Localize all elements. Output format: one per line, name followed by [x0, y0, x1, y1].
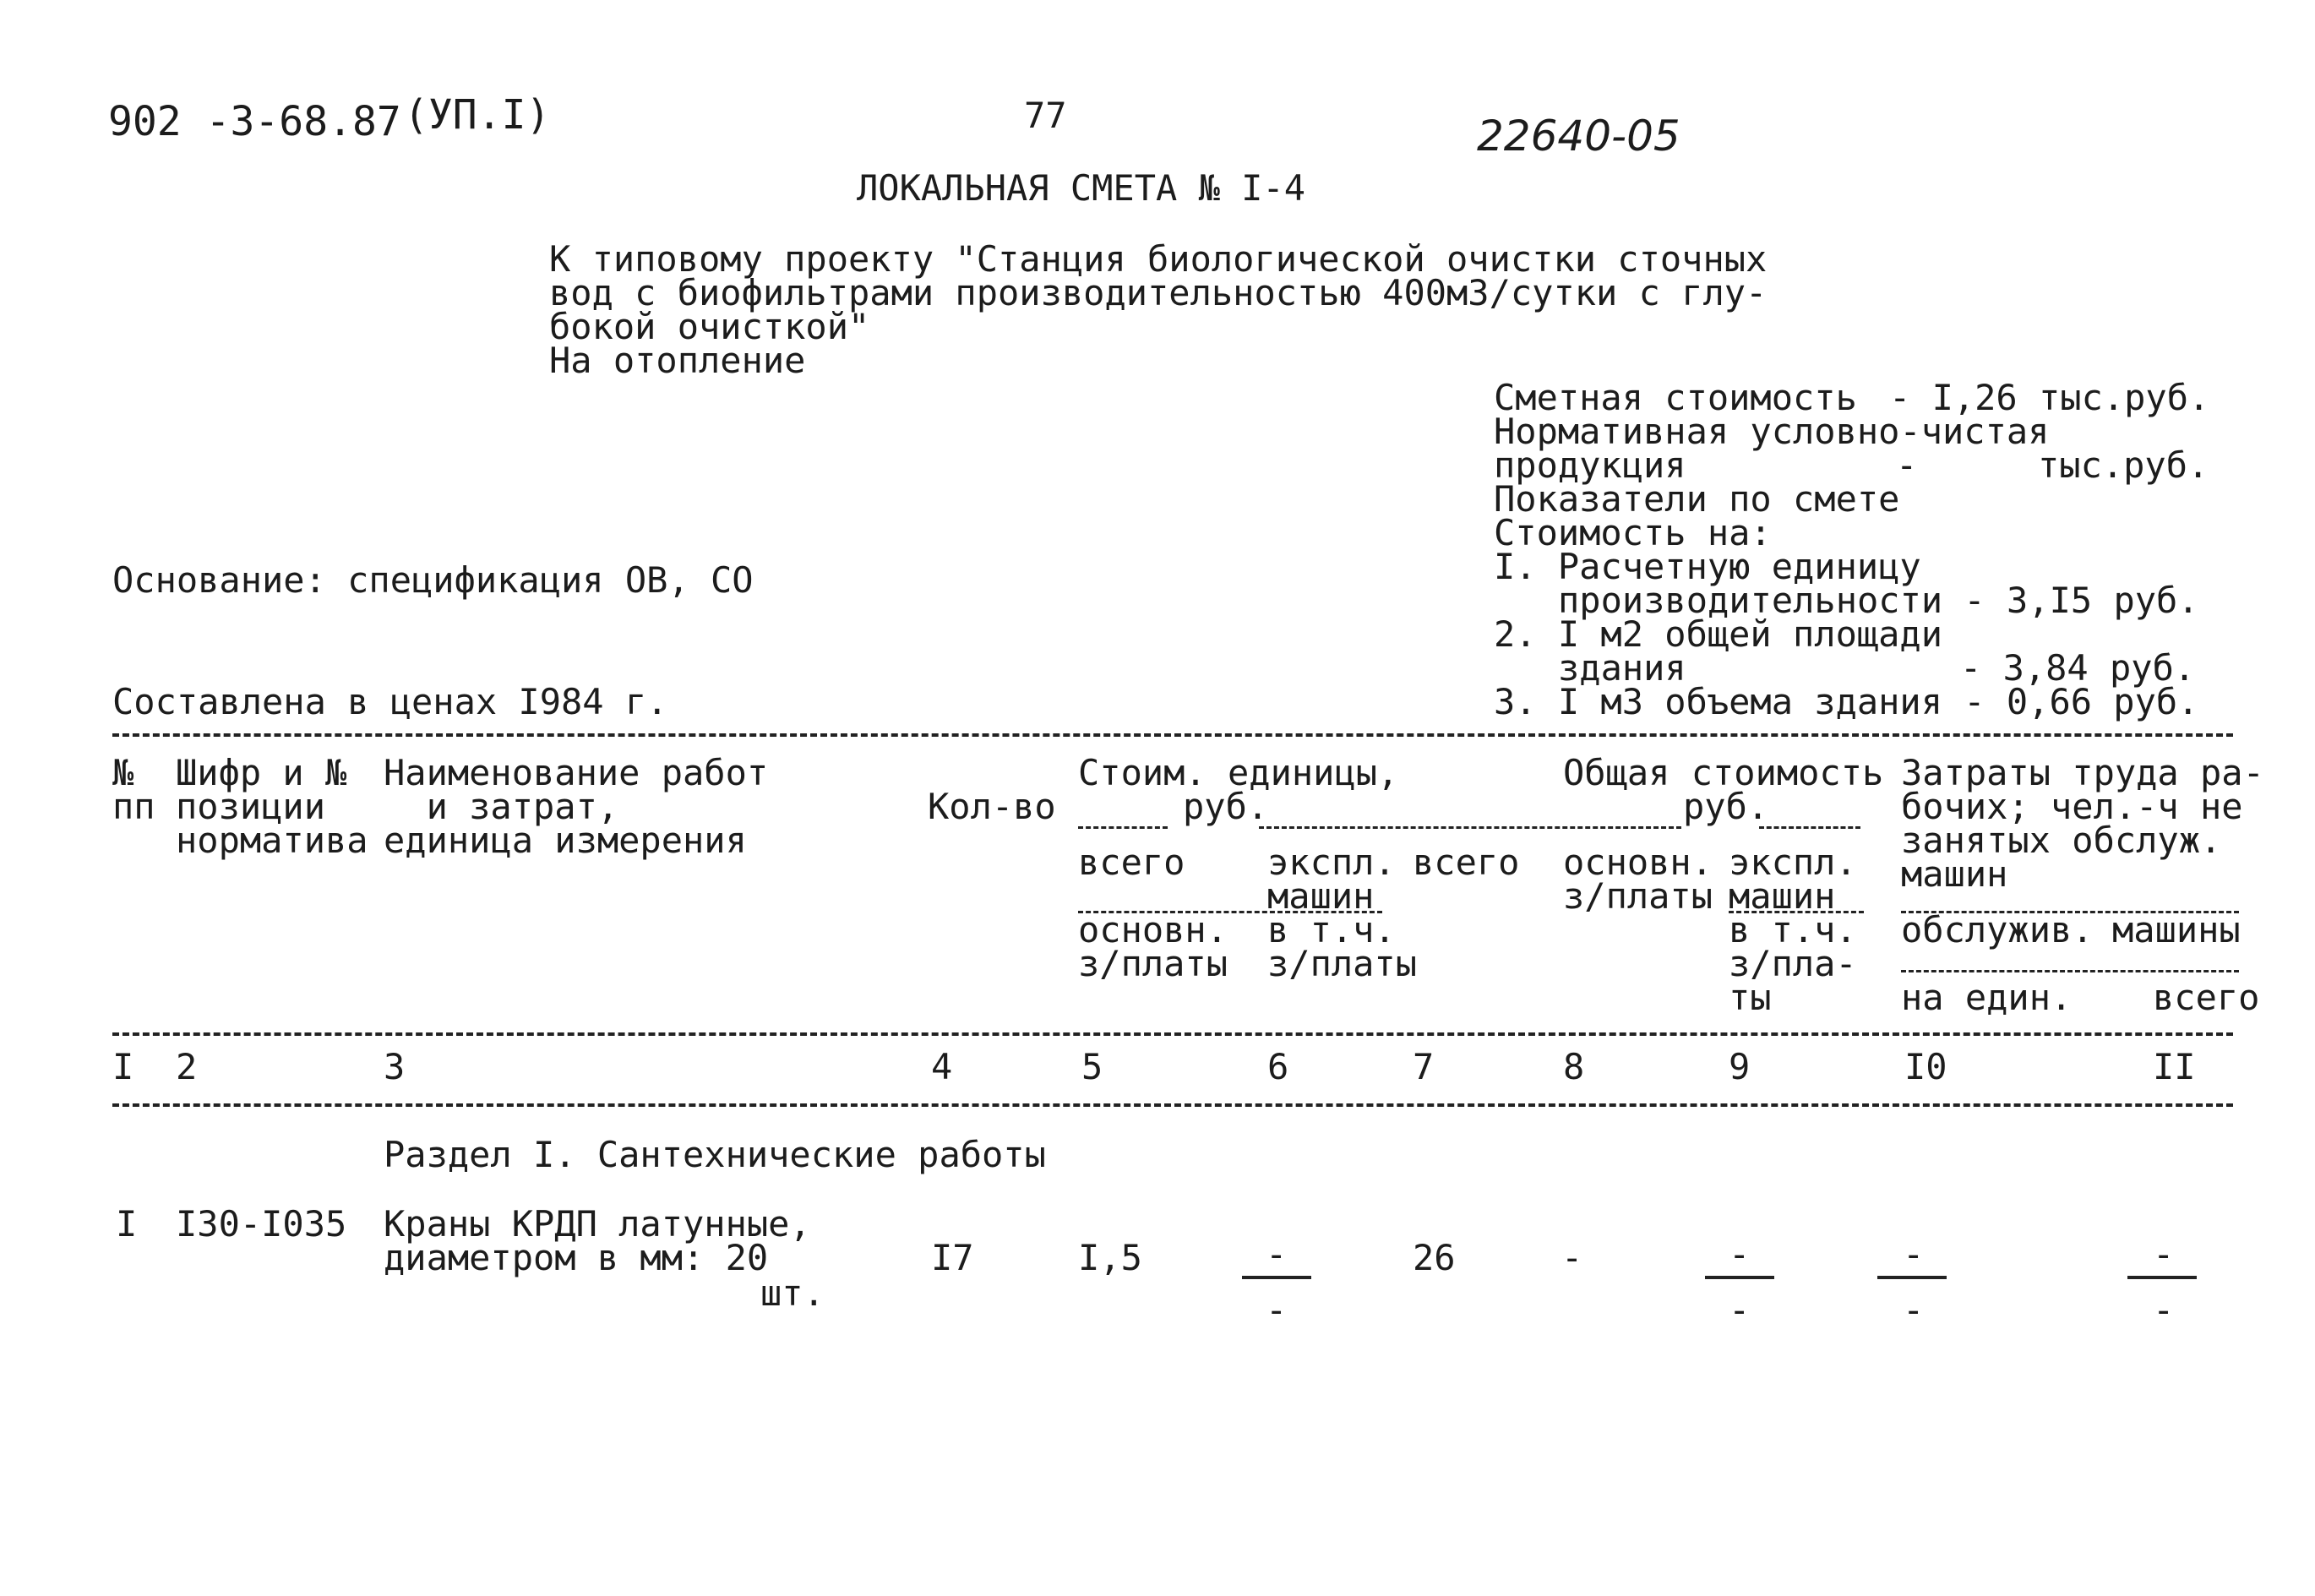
row-col11-rule [2127, 1276, 2197, 1279]
col-number-3: 3 [384, 1046, 406, 1087]
header-code-1: Шифр и № [176, 752, 347, 793]
header-total-cost: Общая стоимость [1563, 752, 1884, 793]
header-ekspl2-1: экспл. [1729, 842, 1857, 883]
indicator-1-value: производительности - 3,I5 руб. [1558, 580, 2199, 621]
header-ekspl-2: машин [1267, 875, 1375, 917]
header-ekspl2-2: машин [1729, 875, 1836, 917]
header-pp: пп [112, 786, 155, 827]
page-number: 77 [1024, 95, 1067, 136]
header-mashiny: машины [2112, 909, 2241, 951]
row-col8: - [1561, 1237, 1583, 1278]
project-line-3: бокой очисткой" [549, 306, 870, 347]
header-qty: Кол-во [928, 786, 1056, 827]
header-vsego-3: всего [2153, 977, 2260, 1018]
project-line-4: На отопление [549, 340, 806, 381]
col-number-11: II [2153, 1046, 2196, 1087]
header-no: № [112, 752, 134, 793]
header-ekspl-1: экспл. [1267, 842, 1396, 883]
row-unit: шт. [760, 1272, 825, 1314]
header-name-2: и затрат, [384, 786, 619, 827]
labor-sub-rule-2 [1901, 970, 2239, 972]
header-vtch-2: з/платы [1267, 943, 1418, 984]
header-name-1: Наименование работ [384, 752, 769, 793]
header-vtch-1: в т.ч. [1267, 909, 1396, 951]
row-name-1: Краны КРДП латунные, [384, 1203, 811, 1245]
header-rub-2: руб. [1683, 786, 1769, 827]
document-code: 902 -3-68.87 [108, 98, 401, 145]
net-product-dash: - [1896, 444, 1918, 486]
row-col11-top: - [2153, 1234, 2175, 1275]
row-col6-bottom: - [1266, 1289, 1288, 1331]
indicator-2-label: здания [1558, 647, 1686, 689]
row-col9-rule [1705, 1276, 1774, 1279]
prices-text: Составлена в ценах I984 г. [112, 681, 668, 722]
row-unit-total: I,5 [1078, 1237, 1142, 1278]
estimated-cost-value: - I,26 тыс.руб. [1889, 377, 2210, 418]
section-title: Раздел I. Сантехнические работы [384, 1134, 1046, 1175]
col-number-1: I [112, 1046, 134, 1087]
basis-text: Основание: спецификация ОВ, СО [112, 559, 754, 601]
numbers-bottom-rule [112, 1103, 2233, 1107]
table-top-rule [112, 733, 2233, 737]
inventory-number: 22640-05 [1477, 112, 1680, 161]
row-code: I30-I035 [176, 1203, 347, 1245]
indicators-label: Показатели по смете [1494, 478, 1900, 520]
row-col11-bottom: - [2153, 1289, 2175, 1331]
net-product-label-2: продукция [1494, 444, 1686, 486]
col-number-2: 2 [176, 1046, 198, 1087]
row-col6-rule [1242, 1276, 1311, 1279]
header-osnovn2-2: з/платы [1563, 875, 1713, 917]
header-rub: руб. [1183, 786, 1269, 827]
header-vtch2-1: в т.ч. [1729, 909, 1857, 951]
header-name-3: единица измерения [384, 820, 747, 861]
indicator-2: 2. I м2 общей площади [1494, 613, 1943, 655]
row-qty: I7 [931, 1237, 974, 1278]
project-line-2: вод с биофильтрами производительностью 400м3/сутки с глу- [549, 272, 1768, 313]
indicator-3: 3. I м3 объема здания - 0,66 руб. [1494, 681, 2199, 722]
net-product-unit: тыс.руб. [2038, 444, 2209, 486]
header-labor-4: машин [1901, 853, 2008, 895]
row-col9-bottom: - [1729, 1289, 1751, 1331]
header-obsluzh: обслужив. [1901, 909, 2094, 951]
col-number-4: 4 [931, 1046, 953, 1087]
total-cost-rule-right [1759, 826, 1860, 829]
header-vtch2-2: з/пла- [1729, 943, 1857, 984]
header-code-2: позиции [176, 786, 326, 827]
row-col10-top: - [1903, 1234, 1925, 1275]
col-number-10: I0 [1904, 1046, 1947, 1087]
album-label: (УП.I) [404, 91, 551, 139]
row-number: I [116, 1203, 138, 1245]
header-vsego-2: всего [1413, 842, 1520, 883]
row-col10-bottom: - [1903, 1289, 1925, 1331]
header-code-3: норматива [176, 820, 368, 861]
header-labor-3: занятых обслуж. [1901, 820, 2222, 861]
row-total: 26 [1413, 1237, 1456, 1278]
header-osnovn2-1: основн. [1563, 842, 1713, 883]
col-number-9: 9 [1729, 1046, 1751, 1087]
col-number-5: 5 [1081, 1046, 1103, 1087]
net-product-label: Нормативная условно-чистая [1494, 411, 2050, 452]
estimated-cost-label: Сметная стоимость [1494, 377, 1857, 418]
col-number-6: 6 [1267, 1046, 1289, 1087]
header-unit-cost: Стоим. единицы, [1078, 752, 1399, 793]
row-name-2: диаметром в мм: 20 [384, 1237, 769, 1278]
header-labor-1: Затраты труда ра- [1901, 752, 2264, 793]
header-bottom-rule [112, 1032, 2233, 1036]
col-number-7: 7 [1413, 1046, 1435, 1087]
row-col10-rule [1877, 1276, 1947, 1279]
header-osnovn-1: основн. [1078, 909, 1228, 951]
row-col9-top: - [1729, 1234, 1751, 1275]
header-vsego: всего [1078, 842, 1185, 883]
header-na-edin: на един. [1901, 977, 2073, 1018]
row-col6-top: - [1266, 1234, 1288, 1275]
header-vtch2-3: ты [1729, 977, 1772, 1018]
indicator-1: I. Расчетную единицу [1494, 546, 1921, 587]
unit-cost-rule-left [1078, 826, 1168, 829]
header-labor-2: бочих; чел.-ч не [1901, 786, 2243, 827]
cost-on-label: Стоимость на: [1494, 512, 1772, 553]
document-title: ЛОКАЛЬНАЯ СМЕТА № I-4 [857, 167, 1306, 209]
col-number-8: 8 [1563, 1046, 1585, 1087]
project-line-1: К типовому проекту "Станция биологической очистки сточных [549, 238, 1768, 280]
cost-rule-mid [1259, 826, 1681, 829]
header-osnovn-2: з/платы [1078, 943, 1228, 984]
indicator-2-value: - 3,84 руб. [1960, 647, 2196, 689]
